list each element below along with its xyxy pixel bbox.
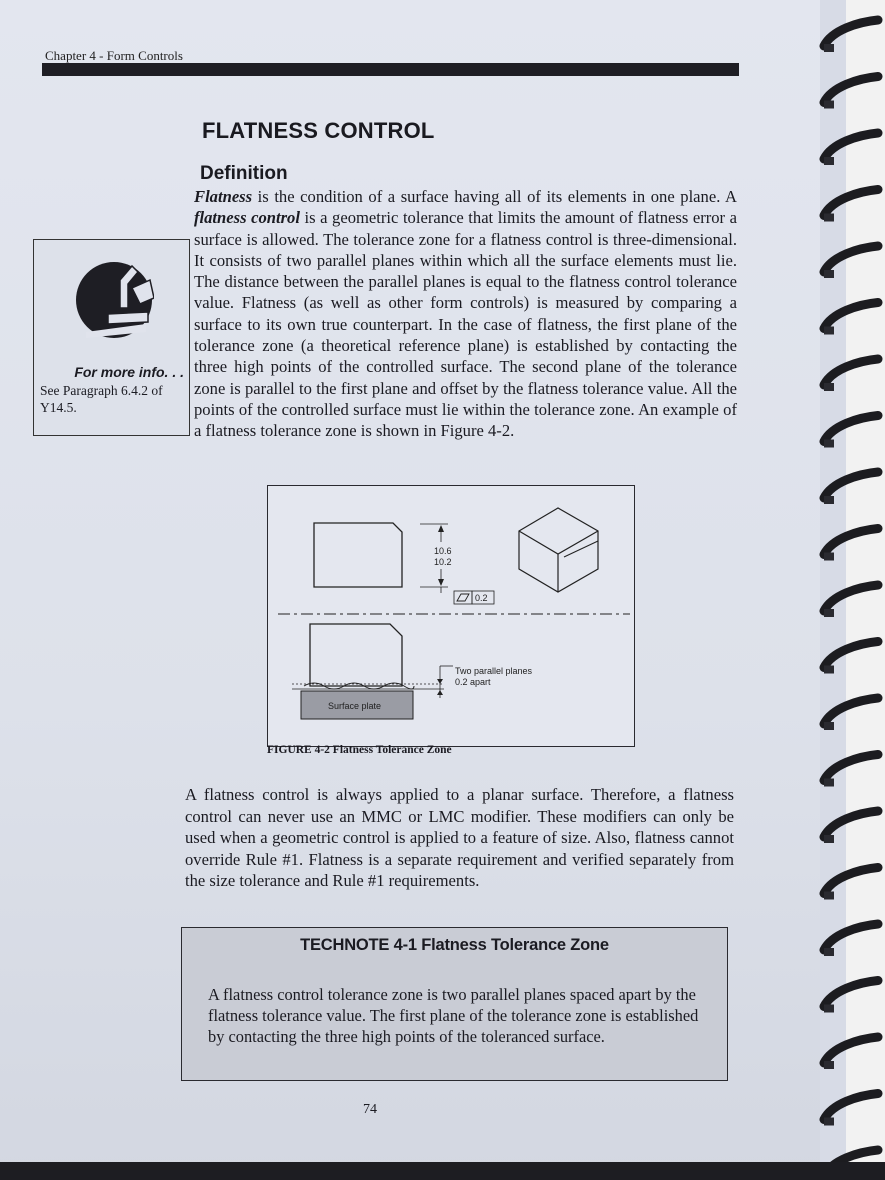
binding-hole — [824, 1118, 834, 1126]
page-bottom-shadow — [0, 1162, 885, 1180]
spiral-binding — [818, 0, 885, 1180]
frame-tolerance: 0.2 — [475, 593, 488, 603]
binding-hole — [824, 722, 834, 730]
binding-hole — [824, 496, 834, 504]
binding-hole — [824, 1005, 834, 1013]
binding-hole — [824, 383, 834, 391]
binding-hole — [824, 609, 834, 617]
more-info-reference: See Paragraph 6.4.2 of Y14.5. — [40, 383, 163, 415]
binding-hole — [824, 835, 834, 843]
binding-hole — [824, 157, 834, 165]
figure-4-2 — [267, 485, 635, 747]
technote-box — [181, 927, 728, 1081]
part-view-bottom — [310, 624, 402, 686]
binding-hole — [824, 553, 834, 561]
more-info-heading: For more info. . . — [74, 364, 184, 380]
binding-hole — [824, 948, 834, 956]
section-title: FLATNESS CONTROL — [202, 118, 435, 143]
binding-hole — [824, 666, 834, 674]
binding-hole — [824, 1061, 834, 1069]
flatness-zone-drawing — [268, 486, 634, 746]
binding-hole — [824, 270, 834, 278]
dimension-upper: 10.6 — [434, 546, 452, 556]
caliper-emblem-icon — [74, 258, 154, 353]
term-flatness: Flatness — [194, 187, 253, 206]
section-subtitle: Definition — [200, 163, 288, 184]
binding-hole — [824, 892, 834, 900]
binding-hole — [824, 44, 834, 52]
running-head: Chapter 4 - Form Controls — [45, 48, 183, 63]
binding-hole — [824, 440, 834, 448]
technote-body: A flatness control tolerance zone is two parallel planes spaced apart by the flatness tolerance value. The first plane of the tolerance zone is established by contacting the three high points of the toleranced surface. — [208, 985, 699, 1046]
header-rule — [42, 63, 739, 76]
definition-text-1: is the condition of a surface having all of its elements in one plane. A — [252, 187, 737, 206]
binding-hole — [824, 779, 834, 787]
annotation-line-2: 0.2 apart — [455, 677, 491, 687]
term-flatness-control: flatness control — [194, 208, 300, 228]
technote-title: TECHNOTE 4-1 Flatness Tolerance Zone — [300, 936, 609, 954]
binding-hole — [824, 101, 834, 109]
definition-paragraph — [194, 186, 737, 442]
page-number: 74 — [363, 1102, 377, 1117]
part-view-top — [314, 523, 402, 587]
binding-hole — [824, 327, 834, 335]
flatness-symbol-icon — [457, 594, 469, 601]
definition-text-2: is a geometric tolerance that limits the amount of flatness error a surface is allowed. The tolerance zone for a flatness control is three-dimensional. It consists of two parallel planes within which all the surface elements must lie. The distance between the parallel planes is equal to the flatness control tolerance value. Flatness (as well as other form controls) is measured by comparing a surface to its own true counterpart. In the case of flatness, the first plane of the tolerance zone (a theoretical reference plane) is established by contacting the three high points of the controlled surface. The second plane of the tolerance zone is parallel to the first plane and offset by the flatness tolerance value. All the points of the controlled surface must lie within the tolerance zone. An example of a flatness tolerance zone is shown in Figure 4-2. — [194, 208, 737, 441]
figure-caption: FIGURE 4-2 Flatness Tolerance Zone — [267, 744, 452, 756]
surface-plate-label: Surface plate — [328, 701, 382, 711]
annotation-line-1: Two parallel planes — [455, 666, 533, 676]
body-paragraph: A flatness control is always applied to a planar surface. Therefore, a flatness control can never use an MMC or LMC modifier. These modifiers can only be used when a geometric control is applied to a feature of size. Also, flatness cannot override Rule #1. Flatness is a separate requirement and verified separately from the size tolerance and Rule #1 requirements. — [185, 785, 734, 891]
dimension-lower: 10.2 — [434, 557, 452, 567]
binding-hole — [824, 214, 834, 222]
info-sidebar — [33, 239, 190, 436]
